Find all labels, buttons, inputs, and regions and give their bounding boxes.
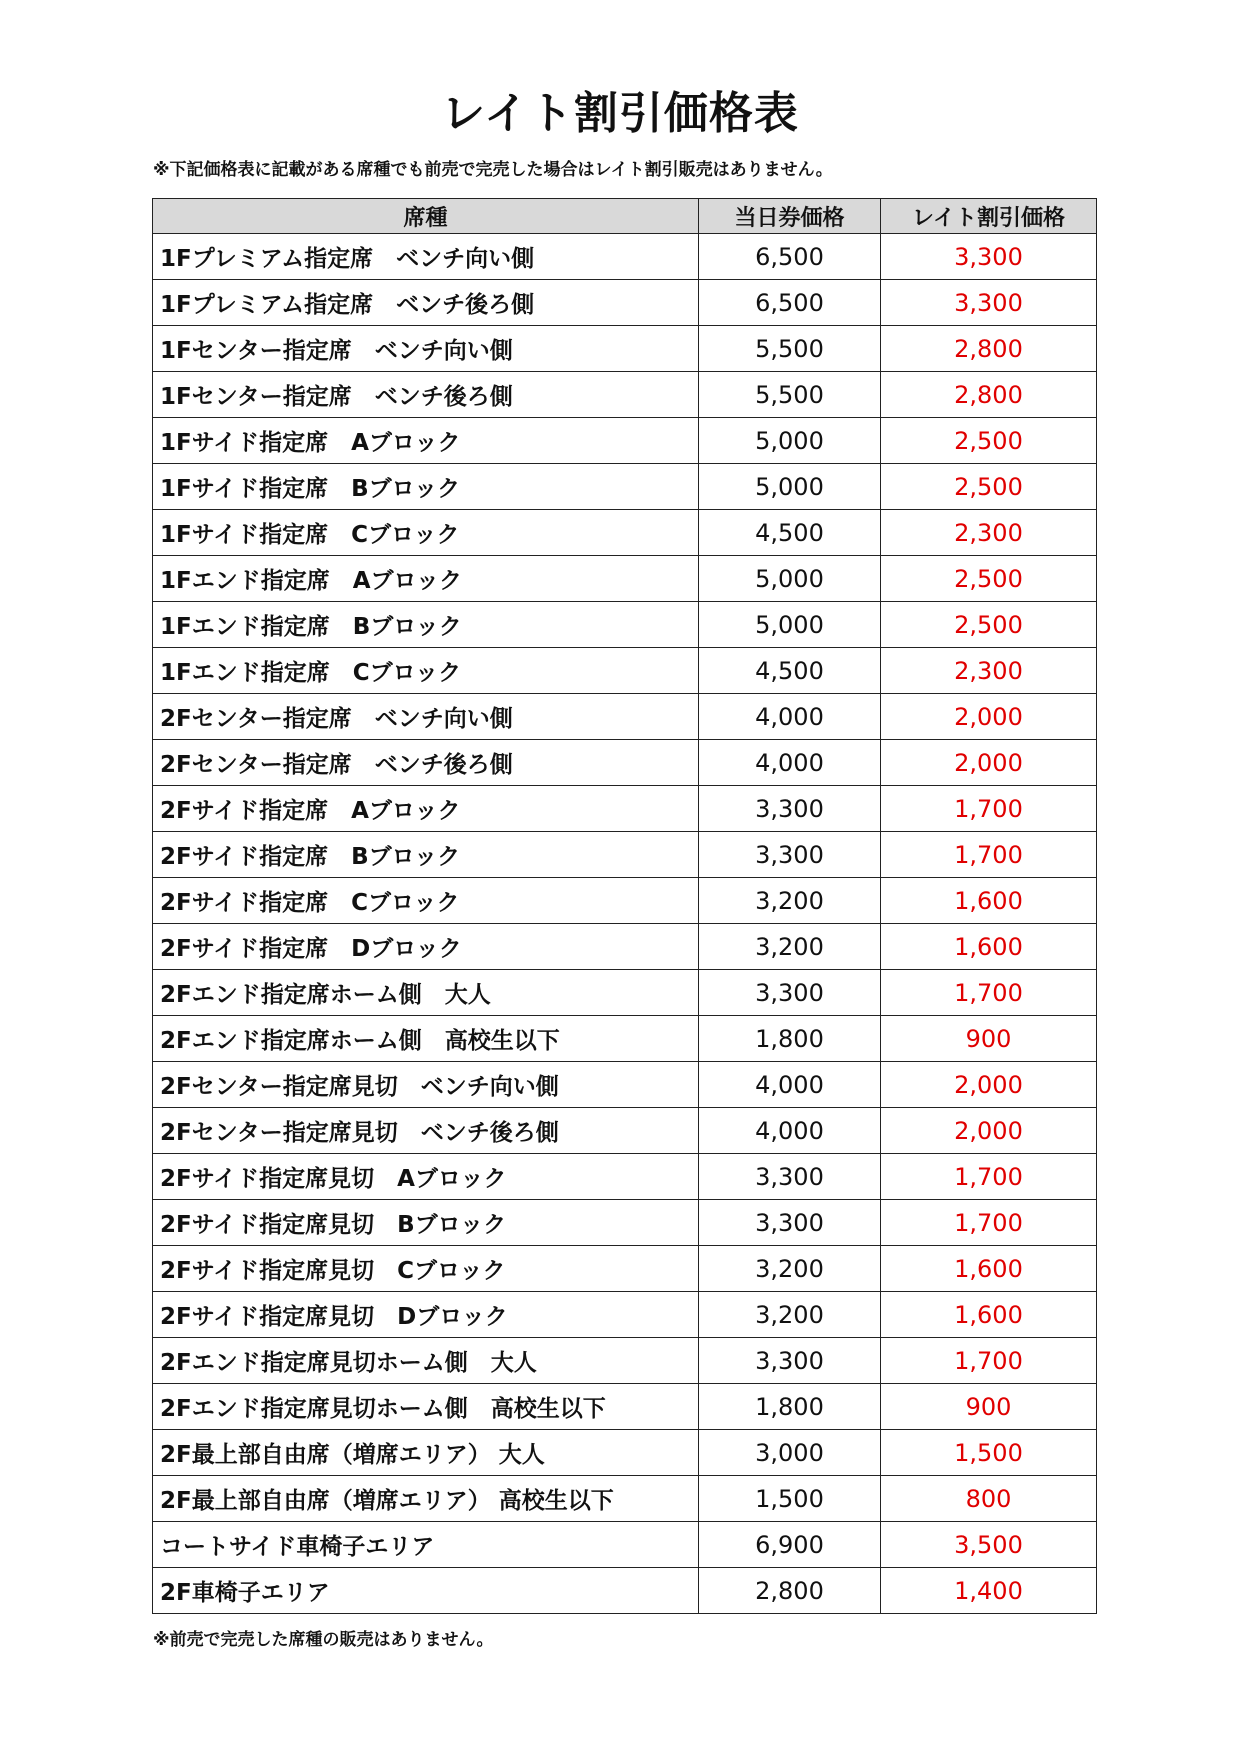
seat-type-cell: 2Fセンター指定席見切 ベンチ後ろ側 xyxy=(153,1108,699,1154)
table-row xyxy=(153,786,1097,832)
regular-price-cell: 3,300 xyxy=(699,786,881,832)
regular-price-cell: 4,000 xyxy=(699,740,881,786)
regular-price-cell: 6,900 xyxy=(699,1522,881,1568)
price-table xyxy=(152,198,1097,1614)
seat-type-cell: 2F車椅子エリア xyxy=(153,1568,699,1614)
table-body xyxy=(153,234,1097,1614)
late-price-cell: 1,600 xyxy=(881,924,1097,970)
note-top: ※下記価格表に記載がある席種でも前売で完売した場合はレイト割引販売はありません。 xyxy=(153,160,833,180)
seat-type-cell: 2Fサイド指定席見切 Dブロック xyxy=(153,1292,699,1338)
table-row xyxy=(153,234,1097,280)
regular-price-cell: 3,300 xyxy=(699,1200,881,1246)
seat-type-cell: 2Fエンド指定席ホーム側 大人 xyxy=(153,970,699,1016)
late-price-cell: 2,800 xyxy=(881,326,1097,372)
table-row xyxy=(153,1430,1097,1476)
regular-price-cell: 3,000 xyxy=(699,1430,881,1476)
seat-type-cell: 2F最上部自由席（増席エリア） 大人 xyxy=(153,1430,699,1476)
seat-type-cell: 1Fサイド指定席 Bブロック xyxy=(153,464,699,510)
late-price-cell: 1,700 xyxy=(881,786,1097,832)
late-price-cell: 2,000 xyxy=(881,694,1097,740)
late-price-cell: 1,700 xyxy=(881,1338,1097,1384)
header-late-price: レイト割引価格 xyxy=(881,199,1097,234)
regular-price-cell: 3,200 xyxy=(699,1246,881,1292)
table-row xyxy=(153,1016,1097,1062)
table-row xyxy=(153,1154,1097,1200)
table-row xyxy=(153,372,1097,418)
seat-type-cell: 2Fエンド指定席見切ホーム側 高校生以下 xyxy=(153,1384,699,1430)
seat-type-cell: 1Fエンド指定席 Cブロック xyxy=(153,648,699,694)
seat-type-cell: 2Fサイド指定席見切 Aブロック xyxy=(153,1154,699,1200)
late-price-cell: 2,000 xyxy=(881,1062,1097,1108)
seat-type-cell: 2Fセンター指定席 ベンチ後ろ側 xyxy=(153,740,699,786)
late-price-cell: 1,500 xyxy=(881,1430,1097,1476)
regular-price-cell: 5,500 xyxy=(699,372,881,418)
regular-price-cell: 1,800 xyxy=(699,1384,881,1430)
late-price-cell: 1,700 xyxy=(881,832,1097,878)
regular-price-cell: 5,000 xyxy=(699,464,881,510)
table-row xyxy=(153,878,1097,924)
late-price-cell: 2,500 xyxy=(881,418,1097,464)
late-price-cell: 800 xyxy=(881,1476,1097,1522)
late-price-cell: 3,500 xyxy=(881,1522,1097,1568)
seat-type-cell: 1Fセンター指定席 ベンチ後ろ側 xyxy=(153,372,699,418)
regular-price-cell: 1,500 xyxy=(699,1476,881,1522)
header-regular-price: 当日券価格 xyxy=(699,199,881,234)
late-price-cell: 900 xyxy=(881,1016,1097,1062)
late-price-cell: 2,000 xyxy=(881,1108,1097,1154)
regular-price-cell: 1,800 xyxy=(699,1016,881,1062)
late-price-cell: 2,000 xyxy=(881,740,1097,786)
note-bottom: ※前売で完売した席種の販売はありません。 xyxy=(153,1630,494,1650)
seat-type-cell: 2Fサイド指定席見切 Bブロック xyxy=(153,1200,699,1246)
table-row xyxy=(153,740,1097,786)
regular-price-cell: 5,500 xyxy=(699,326,881,372)
seat-type-cell: 1Fサイド指定席 Aブロック xyxy=(153,418,699,464)
regular-price-cell: 3,300 xyxy=(699,1338,881,1384)
page-title: レイト割引価格表 xyxy=(441,88,799,139)
header-seat-type: 席種 xyxy=(153,199,699,234)
late-price-cell: 3,300 xyxy=(881,280,1097,326)
table-row xyxy=(153,418,1097,464)
seat-type-cell: 1Fサイド指定席 Cブロック xyxy=(153,510,699,556)
table-row xyxy=(153,1292,1097,1338)
table-row xyxy=(153,970,1097,1016)
regular-price-cell: 6,500 xyxy=(699,234,881,280)
late-price-cell: 1,400 xyxy=(881,1568,1097,1614)
seat-type-cell: 2Fサイド指定席 Bブロック xyxy=(153,832,699,878)
table-row xyxy=(153,1108,1097,1154)
table-row xyxy=(153,1522,1097,1568)
late-price-cell: 3,300 xyxy=(881,234,1097,280)
table-row xyxy=(153,1384,1097,1430)
table-row xyxy=(153,602,1097,648)
seat-type-cell: 2Fサイド指定席 Dブロック xyxy=(153,924,699,970)
late-price-cell: 2,500 xyxy=(881,556,1097,602)
late-price-cell: 1,700 xyxy=(881,970,1097,1016)
seat-type-cell: コートサイド車椅子エリア xyxy=(153,1522,699,1568)
late-price-cell: 2,300 xyxy=(881,510,1097,556)
late-price-cell: 2,500 xyxy=(881,602,1097,648)
table-row xyxy=(153,1062,1097,1108)
table-row xyxy=(153,464,1097,510)
regular-price-cell: 4,000 xyxy=(699,1108,881,1154)
seat-type-cell: 2Fセンター指定席 ベンチ向い側 xyxy=(153,694,699,740)
table-row xyxy=(153,280,1097,326)
late-price-cell: 900 xyxy=(881,1384,1097,1430)
table-row xyxy=(153,648,1097,694)
seat-type-cell: 1Fプレミアム指定席 ベンチ向い側 xyxy=(153,234,699,280)
seat-type-cell: 2Fエンド指定席見切ホーム側 大人 xyxy=(153,1338,699,1384)
regular-price-cell: 6,500 xyxy=(699,280,881,326)
table-row xyxy=(153,326,1097,372)
seat-type-cell: 2Fエンド指定席ホーム側 高校生以下 xyxy=(153,1016,699,1062)
table-row xyxy=(153,1246,1097,1292)
late-price-cell: 2,500 xyxy=(881,464,1097,510)
seat-type-cell: 1Fエンド指定席 Aブロック xyxy=(153,556,699,602)
table-row xyxy=(153,1568,1097,1614)
late-price-cell: 2,300 xyxy=(881,648,1097,694)
table-header-row xyxy=(153,199,1097,234)
regular-price-cell: 3,200 xyxy=(699,1292,881,1338)
regular-price-cell: 4,000 xyxy=(699,694,881,740)
regular-price-cell: 4,500 xyxy=(699,510,881,556)
seat-type-cell: 2Fサイド指定席見切 Cブロック xyxy=(153,1246,699,1292)
regular-price-cell: 3,300 xyxy=(699,1154,881,1200)
regular-price-cell: 3,300 xyxy=(699,832,881,878)
table-row xyxy=(153,1476,1097,1522)
regular-price-cell: 3,200 xyxy=(699,924,881,970)
table-row xyxy=(153,694,1097,740)
regular-price-cell: 5,000 xyxy=(699,602,881,648)
table-row xyxy=(153,924,1097,970)
regular-price-cell: 4,000 xyxy=(699,1062,881,1108)
seat-type-cell: 2Fサイド指定席 Cブロック xyxy=(153,878,699,924)
late-price-cell: 1,600 xyxy=(881,1292,1097,1338)
table-row xyxy=(153,510,1097,556)
table-row xyxy=(153,832,1097,878)
seat-type-cell: 1Fエンド指定席 Bブロック xyxy=(153,602,699,648)
late-price-cell: 1,600 xyxy=(881,1246,1097,1292)
regular-price-cell: 3,300 xyxy=(699,970,881,1016)
seat-type-cell: 2Fセンター指定席見切 ベンチ向い側 xyxy=(153,1062,699,1108)
late-price-cell: 1,600 xyxy=(881,878,1097,924)
seat-type-cell: 2Fサイド指定席 Aブロック xyxy=(153,786,699,832)
late-price-cell: 1,700 xyxy=(881,1154,1097,1200)
regular-price-cell: 4,500 xyxy=(699,648,881,694)
seat-type-cell: 2F最上部自由席（増席エリア） 高校生以下 xyxy=(153,1476,699,1522)
regular-price-cell: 5,000 xyxy=(699,418,881,464)
table-row xyxy=(153,1200,1097,1246)
late-price-cell: 1,700 xyxy=(881,1200,1097,1246)
table-row xyxy=(153,556,1097,602)
regular-price-cell: 3,200 xyxy=(699,878,881,924)
regular-price-cell: 5,000 xyxy=(699,556,881,602)
seat-type-cell: 1Fセンター指定席 ベンチ向い側 xyxy=(153,326,699,372)
late-price-cell: 2,800 xyxy=(881,372,1097,418)
table-row xyxy=(153,1338,1097,1384)
seat-type-cell: 1Fプレミアム指定席 ベンチ後ろ側 xyxy=(153,280,699,326)
regular-price-cell: 2,800 xyxy=(699,1568,881,1614)
